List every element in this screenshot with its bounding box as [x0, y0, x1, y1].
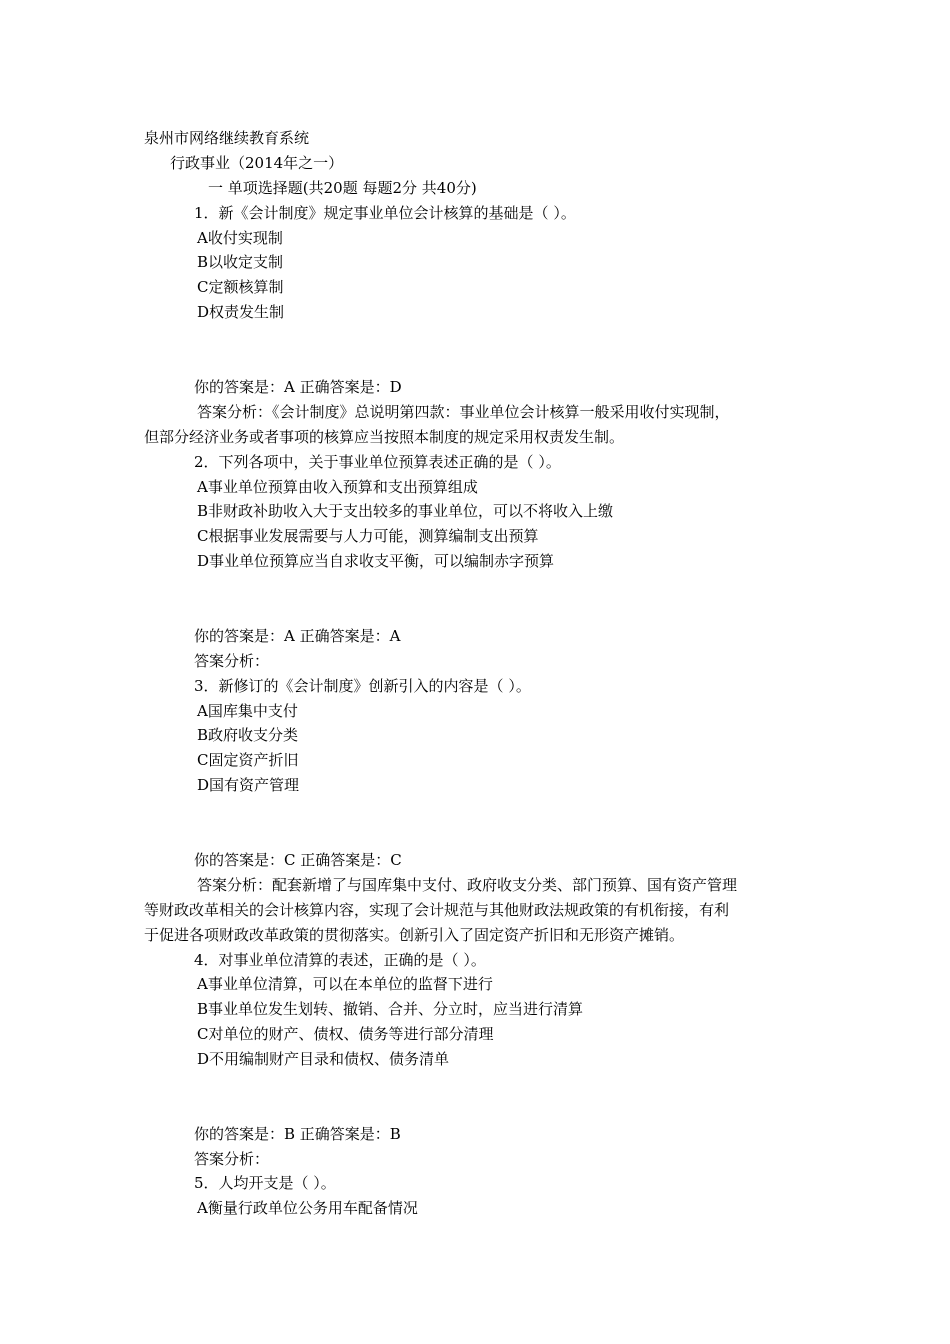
- option-c: C对单位的财产、债权、债务等进行部分清理: [197, 1025, 494, 1043]
- answer-line: 你的答案是：B 正确答案是：B: [194, 1125, 401, 1143]
- analysis-line: 答案分析：: [194, 652, 270, 670]
- analysis-line: 答案分析：配套新增了与国库集中支付、政府收支分类、部门预算、国有资产管理: [197, 876, 738, 894]
- question-stem: 3．新修订的《会计制度》创新引入的内容是（ ）。: [194, 677, 531, 695]
- analysis-line: 答案分析：: [194, 1150, 270, 1168]
- option-c: C固定资产折旧: [197, 751, 299, 769]
- option-b: B政府收支分类: [197, 726, 299, 744]
- system-title: 泉州市网络继续教育系统: [144, 129, 310, 147]
- option-a: A事业单位清算，可以在本单位的监督下进行: [197, 975, 493, 993]
- option-a: A国库集中支付: [197, 702, 298, 720]
- question-stem: 5．人均开支是（ ）。: [194, 1174, 336, 1192]
- analysis-line: 答案分析：《会计制度》总说明第四款：事业单位会计核算一般采用收付实现制，: [197, 403, 730, 421]
- option-a: A事业单位预算由收入预算和支出预算组成: [197, 478, 478, 496]
- option-d: D事业单位预算应当自求收支平衡，可以编制赤字预算: [197, 552, 555, 570]
- answer-line: 你的答案是：A 正确答案是：D: [194, 378, 402, 396]
- option-a: A收付实现制: [197, 229, 283, 247]
- option-b: B事业单位发生划转、撤销、合并、分立时，应当进行清算: [197, 1000, 584, 1018]
- analysis-line: 但部分经济业务或者事项的核算应当按照本制度的规定采用权责发生制。: [144, 428, 625, 446]
- question-stem: 4．对事业单位清算的表述，正确的是（ ）。: [194, 951, 486, 969]
- question-stem: 2．下列各项中，关于事业单位预算表述正确的是（ ）。: [194, 453, 561, 471]
- answer-line: 你的答案是：A 正确答案是：A: [194, 627, 401, 645]
- option-c: C定额核算制: [197, 278, 284, 296]
- answer-line: 你的答案是：C 正确答案是：C: [194, 851, 402, 869]
- option-d: D国有资产管理: [197, 776, 300, 794]
- option-d: D不用编制财产目录和债权、债务清单: [197, 1050, 450, 1068]
- section-title: 一 单项选择题(共20题 每题2分 共40分): [208, 179, 477, 197]
- option-a: A衡量行政单位公务用车配备情况: [197, 1199, 418, 1217]
- analysis-line: 于促进各项财政改革政策的贯彻落实。创新引入了固定资产折旧和无形资产摊销。: [144, 926, 685, 944]
- analysis-line: 等财政改革相关的会计核算内容，实现了会计规范与其他财政法规政策的有机衔接，有利: [144, 901, 730, 919]
- question-stem: 1．新《会计制度》规定事业单位会计核算的基础是（ ）。: [194, 204, 576, 222]
- option-c: C根据事业发展需要与人力可能，测算编制支出预算: [197, 527, 539, 545]
- option-d: D权责发生制: [197, 303, 285, 321]
- course-title: 行政事业（2014年之一）: [170, 154, 344, 172]
- option-b: B非财政补助收入大于支出较多的事业单位，可以不将收入上缴: [197, 502, 614, 520]
- option-b: B以收定支制: [197, 253, 284, 271]
